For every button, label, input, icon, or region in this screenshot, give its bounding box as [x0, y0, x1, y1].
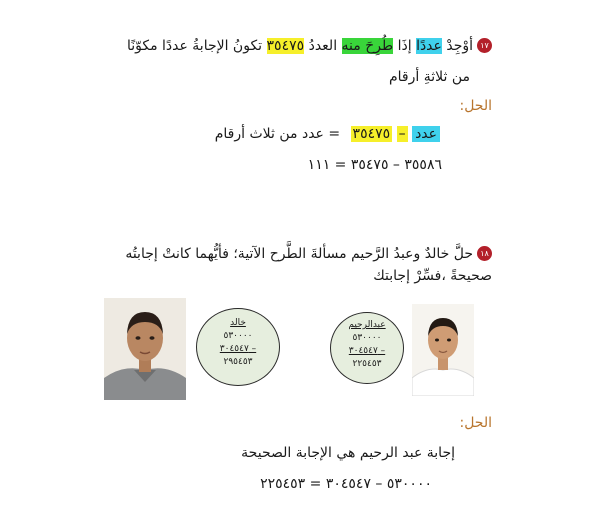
khalid-result: ٢٩٥٤٥٣ [223, 357, 253, 367]
q17-highlight-value: ٣٥٤٧٥ [266, 38, 305, 54]
q18-line1-text: حلَّ خالدٌ وعبدُ الرَّحيم مسألةَ الطَّرح الآتية؛ فأيُّهما كانتْ إجابتُه [125, 246, 473, 262]
q18-text-line1 [125, 246, 492, 262]
boy-illustration-left [104, 298, 186, 400]
q17-highlight-number: عددًا [416, 38, 442, 54]
q17-solution-label: الحل: [459, 98, 492, 114]
q17-eq-value: ٣٥٤٧٥ [352, 126, 391, 142]
q18-equation: ٥٣٠٠٠٠ – ٣٠٤٥٤٧ = ٢٢٥٤٥٣ [260, 476, 432, 492]
q17-part4: تكونُ الإجابةُ عددًا مكوّنًا [126, 38, 267, 54]
q17-eq-number-box: عدد [412, 126, 440, 142]
q17-eq-minus: – [398, 126, 406, 142]
q17-part1: أوْجِدْ [441, 38, 473, 54]
q17-part3: العددُ [304, 38, 342, 54]
q17-part2: إذَا [393, 38, 417, 54]
abdulrahim-result: ٢٢٥٤٥٣ [352, 359, 382, 369]
abdulrahim-speech-bubble [330, 312, 404, 384]
abdulrahim-number-1: ٥٣٠٠٠٠ [352, 333, 382, 343]
q17-text-line2: من ثلاثةِ أرقام [389, 69, 470, 85]
q17-equation-1 [215, 126, 440, 142]
abdulrahim-name: عبدالرحيم [348, 320, 386, 330]
q17-highlight-subtracted: طُرِحَ منه [341, 38, 394, 54]
abdulrahim-number-2: ٣٠٤٥٤٧ – [348, 346, 386, 356]
q17-number-badge: ١٧ [477, 38, 492, 53]
q18-number-badge: ١٨ [477, 246, 492, 261]
q18-solution-label: الحل: [459, 415, 492, 431]
khalid-speech-bubble [196, 308, 280, 386]
boy-illustration-right [412, 304, 474, 396]
khalid-number-2: ٣٠٤٥٤٧ – [219, 344, 257, 354]
khalid-name: خالد [230, 318, 246, 328]
q18-text-line2: صحيحةً ،فسِّرْ إجابتك [373, 268, 492, 284]
q17-eq-rest: = عدد من ثلاث أرقام [214, 126, 341, 142]
abdulrahim-photo [412, 304, 474, 396]
q18-answer: إجابة عبد الرحيم هي الإجابة الصحيحة [241, 445, 455, 461]
khalid-number-1: ٥٣٠٠٠٠ [223, 331, 253, 341]
q17-equation-2: ٣٥٥٨٦ – ٣٥٤٧٥ = ١١١ [307, 157, 442, 173]
khalid-photo [104, 298, 186, 400]
q17-text-line1 [127, 38, 492, 54]
